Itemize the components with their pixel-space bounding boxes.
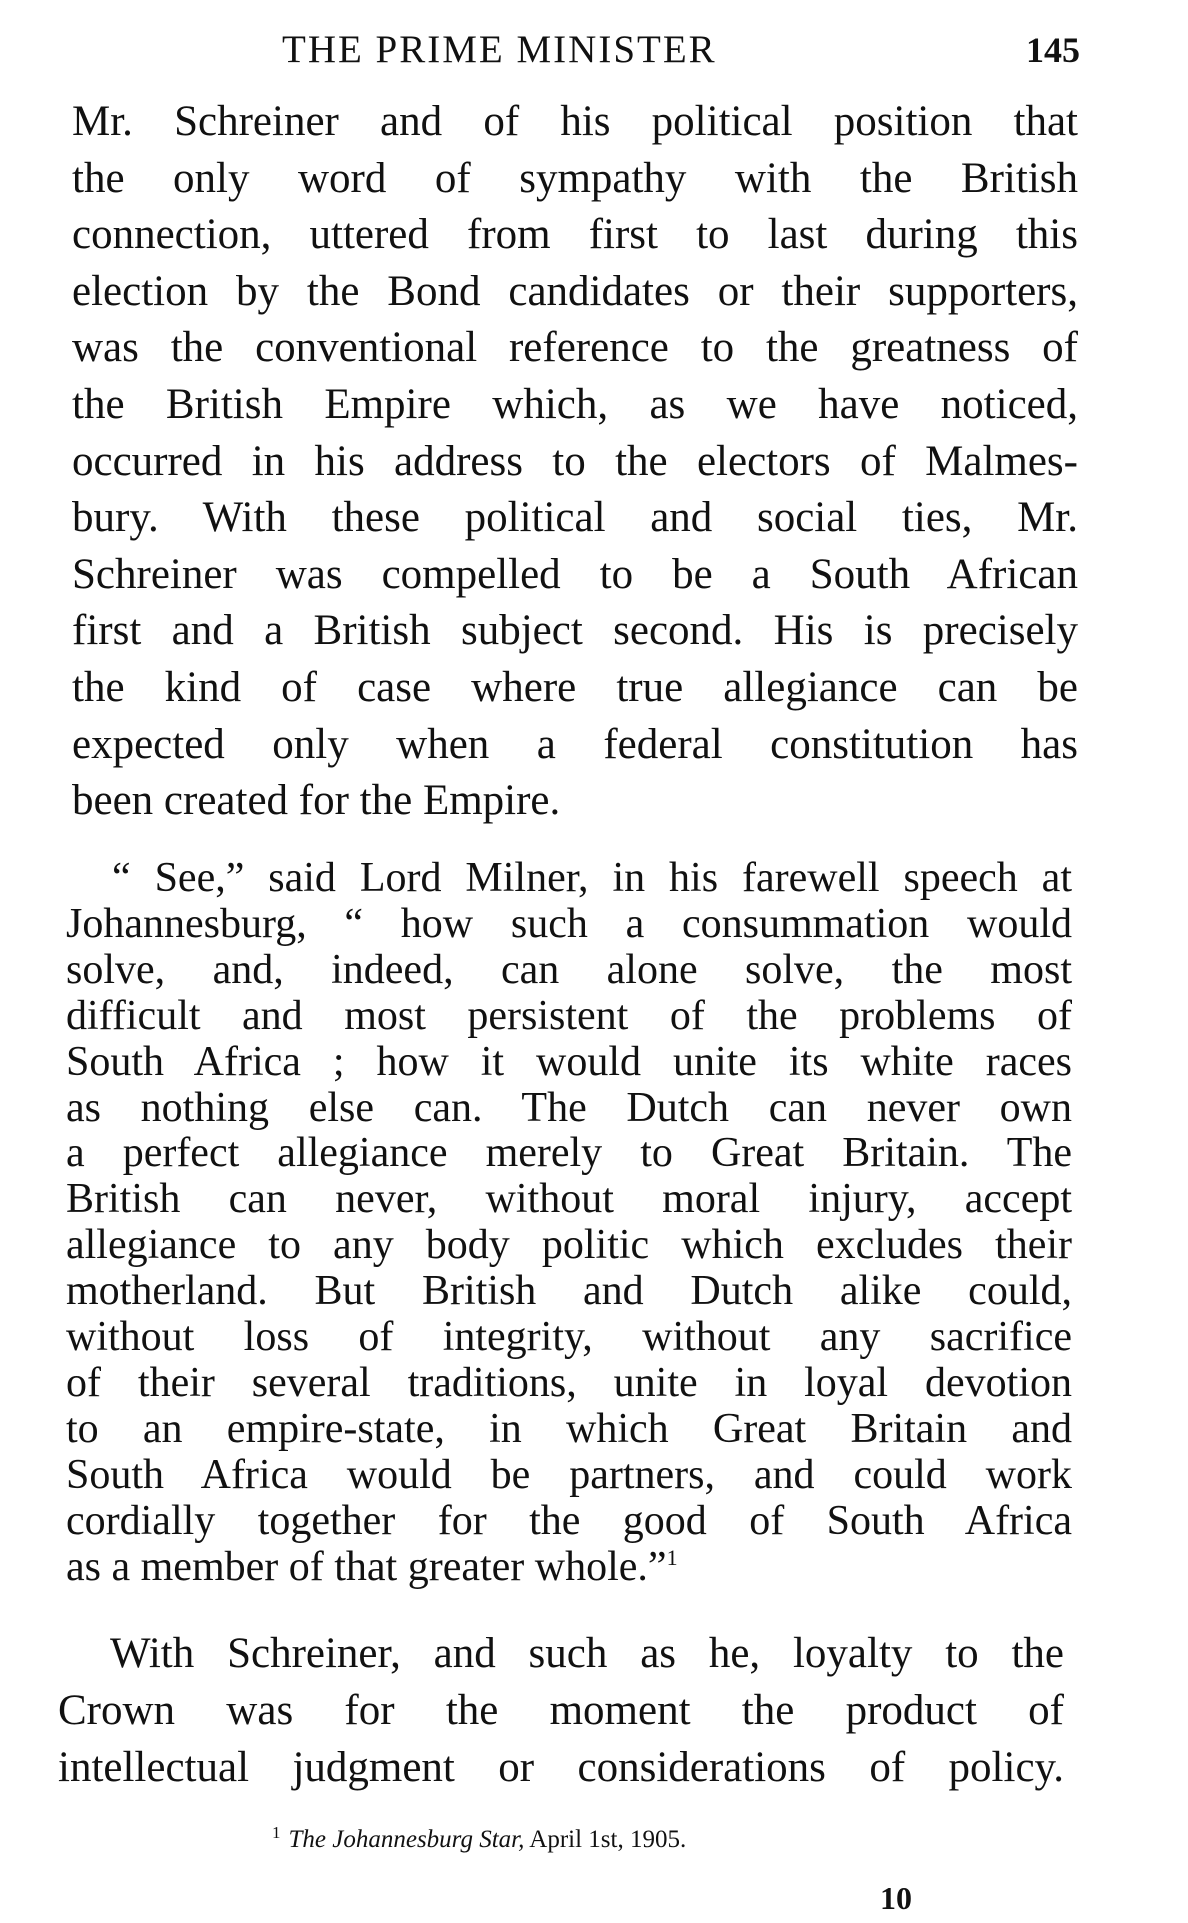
text-line: as a member of that greater whole.”: [66, 1543, 667, 1590]
text-line: difficult and most persistent of the problems of: [66, 992, 1072, 1039]
text-line: of their several traditions, unite in loyal devotion: [66, 1359, 1072, 1406]
text-line: without loss of integrity, without any sacrifice: [66, 1314, 1072, 1361]
text-line: expected only when a federal constitution has: [72, 720, 1078, 768]
text-line: a perfect allegiance merely to Great Britain. The: [66, 1130, 1072, 1177]
text-line: solve, and, indeed, can alone solve, the most: [66, 946, 1072, 993]
text-line: election by the Bond candidates or their supporters,: [72, 267, 1078, 315]
text-line: as nothing else can. The Dutch can never own: [66, 1084, 1072, 1131]
text-line: Schreiner was compelled to be a South African: [72, 550, 1078, 598]
text-line: occurred in his address to the electors of Malmes-: [72, 437, 1078, 485]
text-line: was the conventional reference to the greatness of: [72, 324, 1078, 372]
footnote: [272, 1822, 686, 1858]
text-line: bury. With these political and social ties, Mr.: [72, 494, 1078, 542]
text-line: British can never, without moral injury, accept: [66, 1176, 1072, 1223]
text-line: allegiance to any body politic which excludes their: [66, 1222, 1072, 1269]
signature-mark: 10: [880, 1880, 912, 1916]
text-line: connection, uttered from first to last during this: [72, 211, 1078, 259]
text-line: Johannesburg, “ how such a consummation would: [66, 900, 1072, 947]
text-line-last: [66, 1545, 1072, 1591]
text-line: to an empire-state, in which Great Britain and: [66, 1405, 1072, 1452]
text-line: intellectual judgment or considerations of policy.: [58, 1744, 1064, 1791]
running-header: [282, 22, 1080, 78]
text-line: first and a British subject second. His is precisely: [72, 607, 1078, 655]
page-number: 145: [1026, 30, 1080, 70]
footnote-marker: 1: [272, 1822, 281, 1842]
footnote-date: April 1st, 1905.: [529, 1826, 687, 1853]
footnote-reference: 1: [666, 1544, 678, 1570]
text-line: the only word of sympathy with the British: [72, 154, 1078, 202]
footnote-source: The Johannesburg Star,: [288, 1826, 525, 1853]
text-line: Mr. Schreiner and of his political position that: [72, 98, 1078, 145]
paragraph-2-quotation: [66, 856, 1072, 1591]
text-line: Crown was for the moment the product of: [58, 1687, 1064, 1734]
text-line: the kind of case where true allegiance can be: [72, 663, 1078, 711]
paragraph-1: [72, 94, 1078, 830]
text-line: the British Empire which, as we have noticed,: [72, 380, 1078, 428]
text-line: With Schreiner, and such as he, loyalty to the: [110, 1630, 1064, 1677]
paragraph-3: [58, 1625, 1064, 1796]
text-line: South Africa ; how it would unite its white races: [66, 1038, 1072, 1085]
running-title: THE PRIME MINISTER: [282, 28, 717, 71]
text-line: motherland. But British and Dutch alike could,: [66, 1268, 1072, 1315]
text-line: been created for the Empire.: [72, 777, 561, 825]
text-line: South Africa would be partners, and could work: [66, 1451, 1072, 1498]
text-line: cordially together for the good of South Africa: [66, 1497, 1072, 1544]
text-line: “ See,” said Lord Milner, in his farewell speech at: [112, 855, 1072, 901]
